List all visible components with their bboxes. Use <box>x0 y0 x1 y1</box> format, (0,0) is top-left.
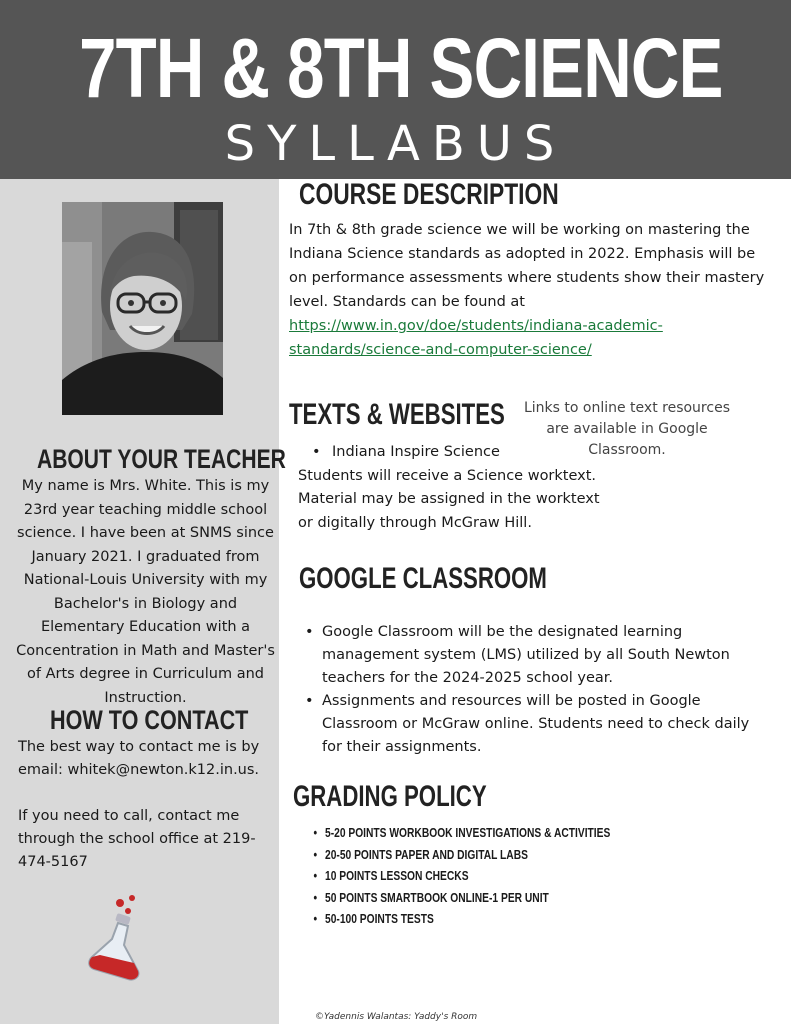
page-subtitle: SYLLABUS <box>224 116 567 172</box>
list-item: • 10 POINTS LESSON CHECKS <box>325 866 653 888</box>
about-heading: ABOUT YOUR TEACHER <box>37 444 286 474</box>
texts-heading: TEXTS & WEBSITES <box>289 398 505 431</box>
flask-icon <box>84 893 148 985</box>
list-item: • 5-20 POINTS WORKBOOK INVESTIGATIONS & ACTIVITIES <box>325 823 653 845</box>
list-item: • 50 POINTS SMARTBOOK ONLINE-1 PER UNIT <box>325 888 653 910</box>
grading-heading: GRADING POLICY <box>293 780 487 813</box>
texts-body: Students will receive a Science worktext. Material may be assigned in the worktext or digitally through McGraw Hill. <box>298 467 600 531</box>
grading-list <box>325 823 725 931</box>
teacher-portrait-image <box>62 202 223 415</box>
google-heading: GOOGLE CLASSROOM <box>299 562 547 595</box>
course-description <box>289 218 769 362</box>
list-item: • Indiana Inspire Science <box>298 441 618 465</box>
course-text: In 7th & 8th grade science we will be working on mastering the Indiana Science standards as adopted in 2022. Emphasis will be on performance assessments where students show their mastery level. Standards can be found at <box>289 222 765 310</box>
list-item: • Assignments and resources will be posted in Google Classroom or McGraw online. Students need to check daily for their assignments. <box>322 690 772 759</box>
footer-credit: ©Yadennis Walantas: Yaddy's Room <box>315 1012 478 1022</box>
contact-heading: HOW TO CONTACT <box>50 705 249 735</box>
header-banner <box>0 0 791 179</box>
course-heading: COURSE DESCRIPTION <box>299 178 559 211</box>
standards-link[interactable]: https://www.in.gov/doe/students/indiana-academic-standards/science-and-computer-science/ <box>289 318 663 358</box>
texts-section <box>298 441 618 535</box>
list-item: • 20-50 POINTS PAPER AND DIGITAL LABS <box>325 845 653 867</box>
teacher-photo <box>62 202 223 415</box>
contact-email-line: The best way to contact me is by email: whitek@newton.k12.in.us. <box>18 739 260 778</box>
list-item: • Google Classroom will be the designated learning management system (LMS) utilized by all South Newton teachers for the 2024-2025 school year. <box>322 621 772 690</box>
texts-note: Links to online text resources are available in Google Classroom. <box>523 400 730 458</box>
about-text: My name is Mrs. White. This is my 23rd year teaching middle school science. I have been at SNMS since January 2021. I graduated from National-Louis University with my Bachelor's in Biology and Elementary Education with a Concentration in Math and Master's of Arts degree in Curriculum and Instruction. <box>16 478 275 706</box>
list-item: • 50-100 POINTS TESTS <box>325 909 653 931</box>
page-title: 7TH & 8TH SCIENCE <box>79 21 723 115</box>
google-list <box>322 621 772 759</box>
contact-phone-line: If you need to call, contact me through the school office at 219-474-5167 <box>18 808 256 870</box>
contact-text <box>18 736 276 874</box>
